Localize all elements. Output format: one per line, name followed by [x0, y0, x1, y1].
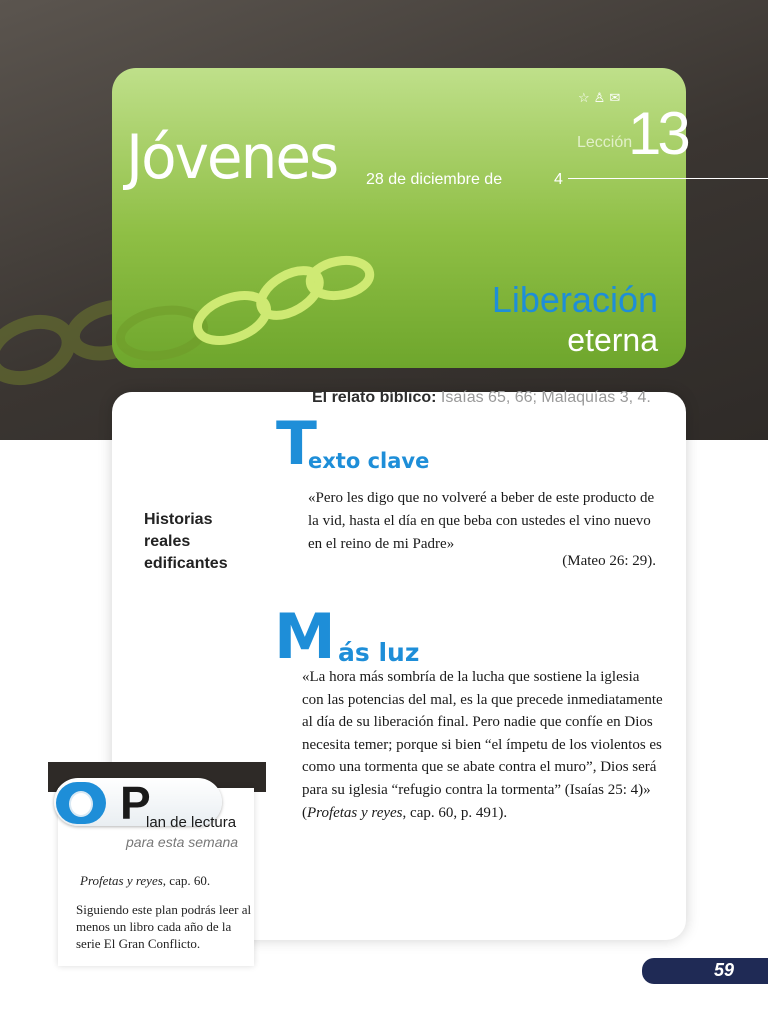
mas-luz-heading: ás luz	[338, 638, 420, 667]
texto-clave-initial: T	[276, 409, 317, 479]
relato-biblico	[312, 389, 651, 407]
reading-plan-book-chapter: , cap. 60.	[162, 873, 211, 888]
page-number: 59	[714, 960, 735, 980]
reading-plan-book	[80, 873, 210, 889]
envelope-icon: ✉	[609, 90, 621, 105]
reading-plan-initial: P	[120, 777, 151, 829]
lesson-title-line1: Liberación	[491, 279, 658, 320]
reading-plan-title: lan de lectura	[146, 814, 237, 831]
candle-icon: ♙	[593, 90, 606, 105]
lesson-number: 13	[628, 100, 687, 167]
reading-plan-icon	[56, 782, 106, 824]
brand-title: Jóvenes	[126, 121, 338, 193]
relato-label: El relato bíblico:	[312, 389, 437, 406]
lesson-icons	[578, 90, 620, 106]
page-number-tab	[642, 958, 768, 984]
mas-luz-initial: M	[274, 600, 336, 673]
relato-refs: Isaías 65, 66; Malaquías 3, 4.	[436, 389, 651, 406]
lesson-date-year: 4	[554, 171, 563, 188]
date-divider	[568, 178, 768, 179]
mas-luz-quote-end: , cap. 60, p. 491).	[402, 804, 508, 821]
lesson-title-line2: eterna	[567, 322, 658, 358]
lesson-label: Lección	[577, 134, 633, 151]
reading-plan-subtitle: para esta semana	[126, 834, 239, 850]
historias-label: Historias reales edificantes	[144, 511, 228, 572]
star-icon: ☆	[578, 90, 590, 105]
lesson-date: 28 de diciembre de	[366, 171, 503, 188]
reading-plan-book-title: Profetas y reyes	[80, 873, 163, 888]
chain-illustration	[112, 238, 472, 368]
reading-plan-description: Siguiendo este plan podrás leer al menos un libro cada año de la serie El Gran Conflicto.	[76, 902, 252, 951]
mas-luz-quote-body: «La hora más sombría de la lucha que sostiene la iglesia con las potencias del mal, es la que precede inmediatamente al día de su liberación final. Pero nadie que confíe en Dios necesita temer; porque si bien “el ímpetu de los violentos es como una tormenta que se abate contra el muro”, Dios será para su iglesia “refugio contra la tormenta” (Isaías 25: 4)» (	[302, 669, 663, 821]
texto-clave-heading: exto clave	[308, 449, 430, 473]
key-verse: «Pero les digo que no volveré a beber de este producto de la vid, hasta el día en que beba con ustedes el vino nuevo en el reino de mi Padre»	[308, 490, 655, 552]
key-verse-reference: (Mateo 26: 29).	[562, 553, 656, 569]
mas-luz-quote	[302, 666, 664, 824]
mas-luz-book-title: Profetas y reyes	[307, 804, 403, 821]
